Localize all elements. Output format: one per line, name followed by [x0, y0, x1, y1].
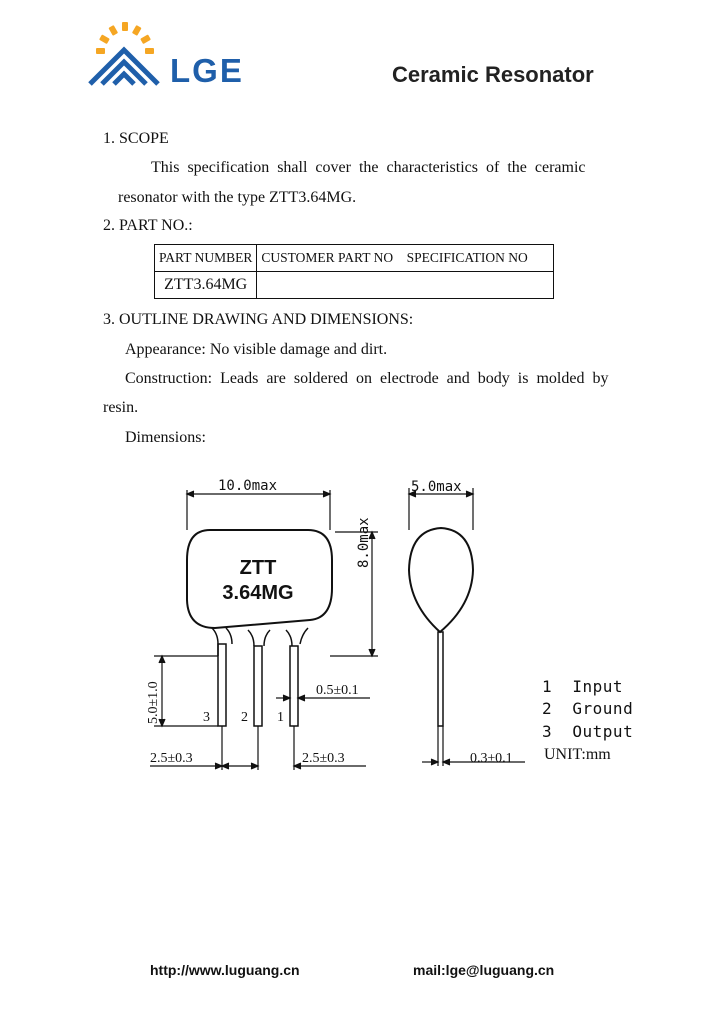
table-header-cell	[257, 245, 554, 272]
pin-3-label: 3	[203, 710, 210, 725]
dim-width-label: 10.0max	[218, 478, 278, 494]
legend-unit: UNIT:mm	[544, 746, 611, 763]
legend-item-ground: 2 Ground	[542, 699, 634, 718]
section-part-no-heading: 2. PART NO.:	[103, 217, 193, 234]
body-marking-line2: 3.64MG	[222, 582, 294, 604]
logo-text: LGE	[170, 52, 244, 89]
scope-text-line1: This specification shall cover the characteristics of the ceramic	[151, 159, 586, 176]
appearance-text: Appearance: No visible damage and dirt.	[125, 341, 388, 358]
dim-lead-length-label: 5.0±1.0	[146, 681, 161, 724]
legend-item-output: 3 Output	[542, 722, 634, 741]
dim-thickness-label: 5.0max	[411, 479, 462, 495]
section-outline-heading: 3. OUTLINE DRAWING AND DIMENSIONS:	[103, 311, 414, 328]
construction-text-line1: Construction: Leads are soldered on electrode and body is molded by	[125, 370, 609, 387]
table-cell-customer	[257, 272, 554, 299]
pin-2-label: 2	[241, 710, 248, 725]
scope-text-line2: resonator with the type ZTT3.64MG.	[118, 189, 357, 206]
construction-text-line2: resin.	[103, 399, 139, 416]
lge-logo-mark	[84, 20, 166, 90]
legend-item-input: 1 Input	[542, 677, 624, 696]
body-marking-line1: ZTT	[239, 557, 277, 579]
dimensions-label: Dimensions:	[125, 429, 206, 446]
section-scope-heading: 1. SCOPE	[103, 130, 169, 147]
dim-height-label: 8.0max	[356, 517, 372, 568]
pin-1-label: 1	[277, 710, 284, 725]
table-header-customer: CUSTOMER PART NO	[261, 250, 394, 265]
table-header-spec: SPECIFICATION NO	[406, 250, 528, 265]
side-view-drawing	[400, 470, 530, 770]
footer-email-link[interactable]: mail:lge@luguang.cn	[413, 962, 555, 978]
part-number-table	[154, 244, 554, 299]
table-row	[155, 272, 554, 299]
dim-lead-width-label: 0.5±0.1	[316, 683, 359, 698]
table-header-cell: PART NUMBER	[155, 245, 257, 272]
document-title: Ceramic Resonator	[392, 62, 594, 87]
footer-website-link[interactable]: http://www.luguang.cn	[150, 962, 300, 978]
table-header-row	[155, 245, 554, 272]
dim-pitch-left-label: 2.5±0.3	[150, 751, 193, 766]
dim-pitch-right-label: 2.5±0.3	[302, 751, 345, 766]
dim-side-lead-label: 0.3±0.1	[470, 751, 513, 766]
table-cell-part-number: ZTT3.64MG	[155, 272, 257, 299]
